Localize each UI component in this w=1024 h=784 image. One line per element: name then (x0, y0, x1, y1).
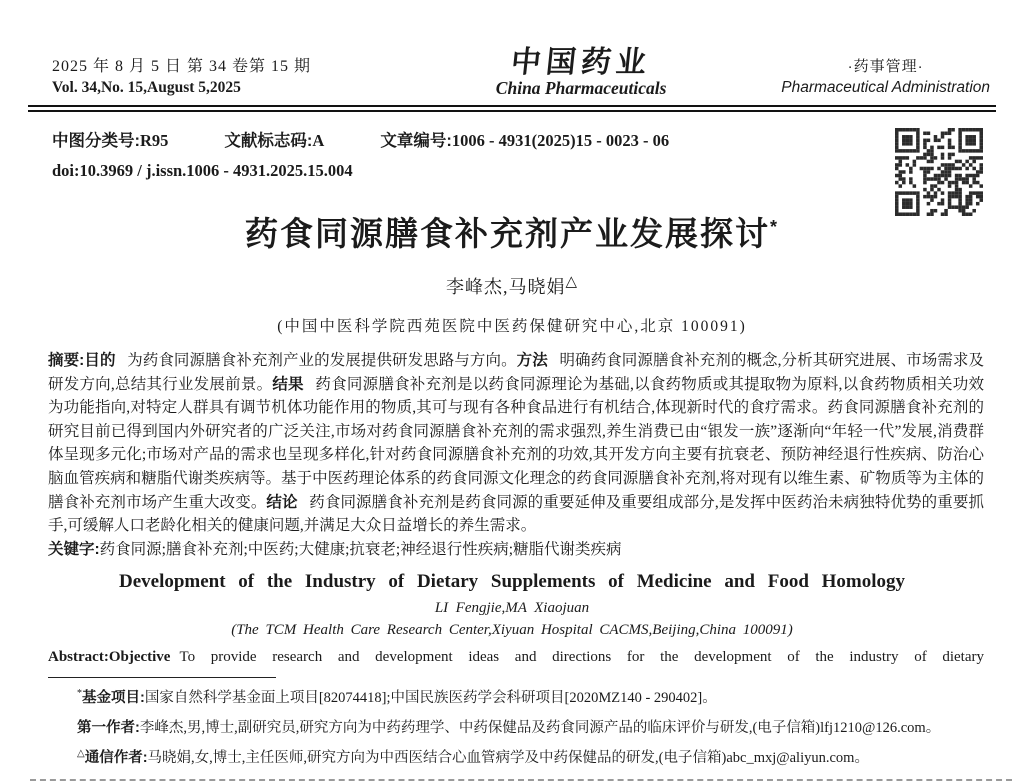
journal-logo (496, 48, 667, 98)
journal-name-en: China Pharmaceuticals (495, 78, 667, 98)
abstract-section-label: 结论 (266, 493, 298, 511)
header-divider (28, 105, 996, 112)
footnote-marker: △ (77, 748, 85, 759)
affiliation-en: (The TCM Health Care Research Center,Xiyuan Hospital CACMS,Beijing,China 100091) (231, 622, 793, 639)
doi: doi:10.3969 / j.issn.1006 - 4931.2025.15.004 (52, 161, 353, 180)
authors-cn: 李峰杰,马晓娟△ (445, 274, 579, 297)
section-name-en: Pharmaceutical Administration (781, 79, 990, 96)
abstract-section-text: 药食同源膳食补充剂是以药食同源理论为基础,以食药物质或其提取物为原料,以食药物质相关功效为功能指向,对特定人群具有调节机体功能作用的物质,其可与现有各种食品进行有机结合,体现新时代的食疗需求。药食同源膳食补充剂的研究目前已得到国内外研究者的广泛关注,市场对药食同源膳食补充剂的需求强烈,养生消费已由“银发一族”逐渐向“年轻一代”发展,消费群体呈现多元化;市场对产品的需求也呈现多样化,针对药食同源膳食补充剂的功效,其开发方向主要有抗衰老、预防神经退行性疾病、防治心脑血管疾病和糖脂代谢类疾病等。基于中医药理论体系的药食同源文化理念的药食同源膳食补充剂,将对现有以维生素、矿物质等为主体的膳食补充剂市场产生重大改变。 (48, 375, 984, 511)
footnote (48, 711, 984, 741)
affiliation-cn: (中国中医科学院西苑医院中医药保健研究中心,北京 100091) (277, 318, 747, 335)
article-title-en: Development of the Industry of Dietary Supplements of Medicine and Food Homology (118, 571, 905, 593)
abstract-section-label: 摘要:目的 (48, 352, 116, 369)
abstract-section-text: 为药食同源膳食补充剂产业的发展提供研发思路与方向。 (127, 352, 517, 369)
article-id: 文章编号:1006 - 4931(2025)15 - 0023 - 06 (380, 131, 670, 150)
abstract-en (48, 646, 984, 668)
abstract-cn (48, 349, 984, 538)
footnote-label: 通信作者: (84, 749, 148, 766)
keywords-text: 药食同源;膳食补充剂;中医药;大健康;抗衰老;神经退行性疾病;糖脂代谢类疾病 (99, 540, 622, 558)
qr-code-icon (895, 128, 983, 216)
article-meta (0, 112, 1024, 186)
section-banner (781, 56, 990, 98)
footnote (48, 741, 984, 771)
footnote-text: 国家自然科学基金面上项目[82074418];中国民族医药学会科研项目[2020MZ140 - 290402]。 (144, 690, 717, 707)
document-code: 文献标志码:A (224, 131, 325, 150)
abstract-section-text: 明确药食同源膳食补充剂的概念,分析其研究进展、市场需求及研发方向,总结其行业发展前景。 (48, 352, 984, 393)
authors-en: LI Fengjie,MA Xiaojuan (434, 600, 590, 617)
footnote-marker: * (77, 688, 82, 700)
abstract-section-text: 药食同源膳食补充剂是药食同源的重要延伸及重要组成部分,是发挥中医药治未病独特优势的重要抓手,可缓解人口老龄化相关的健康问题,并满足大众日益增长的养生需求。 (48, 493, 984, 535)
clc-number: 中图分类号:R95 (52, 131, 169, 150)
footnote (48, 681, 984, 711)
section-name-cn: ·药事管理· (847, 58, 924, 75)
corresponding-author-marker: △ (565, 274, 579, 290)
issue-info (52, 56, 311, 98)
abstract-section-label: 结果 (272, 375, 304, 393)
issue-date-cn: 2025 年 8 月 5 日 第 34 卷第 15 期 (52, 58, 312, 75)
abstract-en-text: To provide research and development ideas and directions for the development of the industry of dietary (179, 649, 984, 666)
footnote-label: 基金项目: (82, 690, 145, 707)
abstract-section-label: 方法 (516, 352, 548, 369)
journal-name-cn: 中国药业 (509, 46, 653, 79)
footnote-label: 第一作者: (77, 720, 140, 736)
journal-header (0, 0, 1024, 105)
footnote-text: 马晓娟,女,博士,主任医师,研究方向为中西医结合心血管病学及中药保健品的研发,(电子信箱)abc_mxj@aliyun.com。 (147, 749, 869, 766)
footnote-text: 李峰杰,男,博士,副研究员,研究方向为中药药理学、中药保健品及药食同源产品的临床评价与研发,(电子信箱)lfj1210@126.com。 (139, 720, 941, 736)
meta-row (52, 126, 972, 156)
keywords-label: 关键字: (48, 540, 100, 558)
footnotes (48, 681, 984, 770)
title-footnote-marker: * (769, 217, 779, 237)
issue-date-en: Vol. 34,No. 15,August 5,2025 (52, 79, 241, 96)
abstract-en-label: Abstract:Objective (48, 649, 171, 666)
footnote-divider (48, 677, 276, 678)
page-bottom-dashed-divider (30, 779, 1012, 781)
keywords-cn (48, 538, 984, 562)
article-title-cn: 药食同源膳食补充剂产业发展探讨* (244, 215, 779, 252)
